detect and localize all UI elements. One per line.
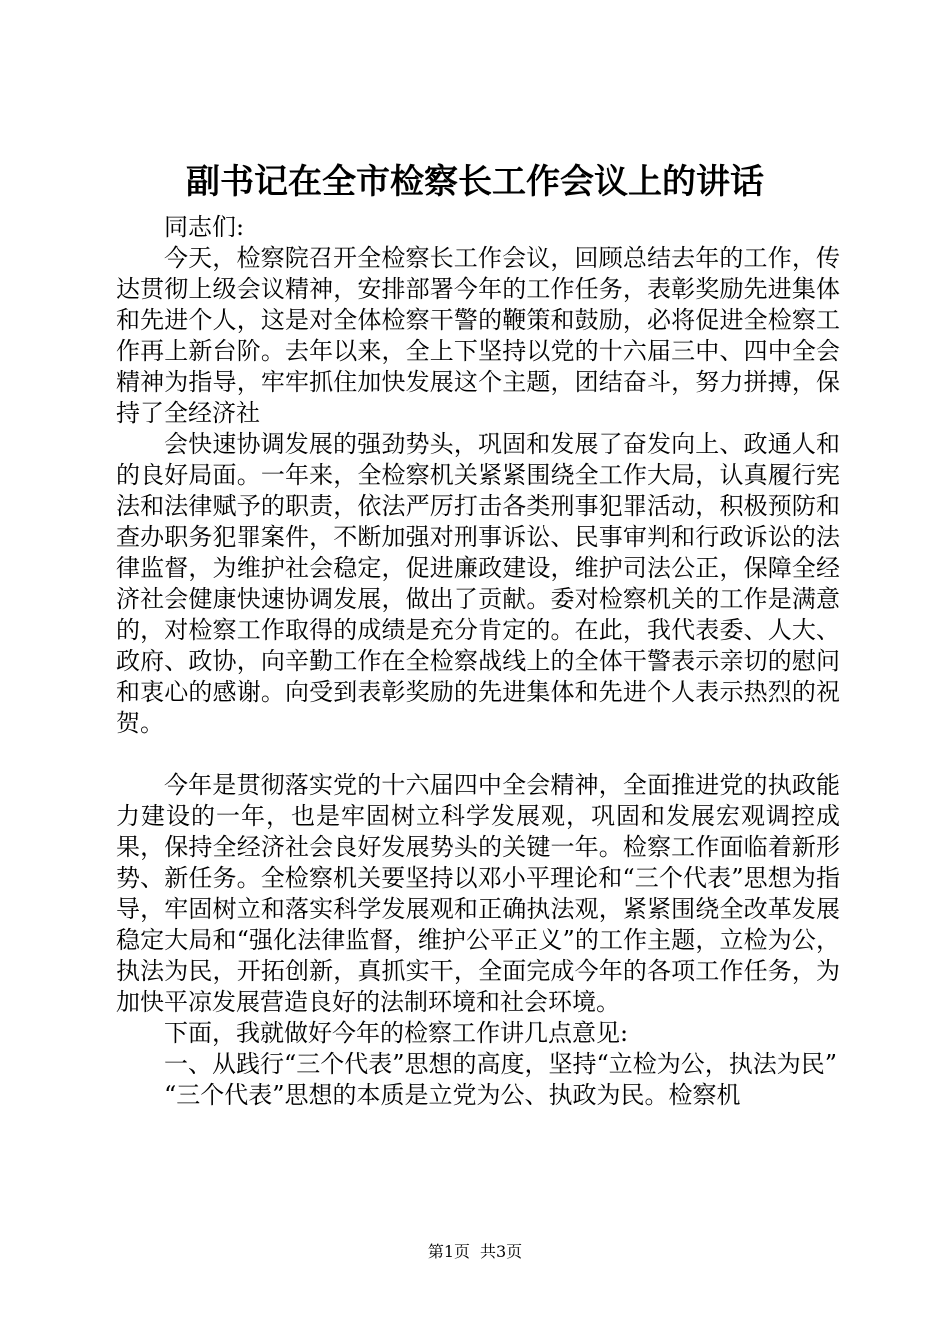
paragraph-5: “三个代表”思想的本质是立党为公、执政为民。检察机: [164, 1081, 741, 1109]
salutation: 同志们:: [164, 213, 245, 241]
page-number: 第1页: [427, 1242, 470, 1261]
paragraph-3: 今年是贯彻落实党的十六届四中全会精神，全面推进党的执政能力建设的一年，也是牢固树立科学发展观，巩固和发展宏观调控成果，保持全经济社会良好发展势头的关键一年。检察工作面临着新形势、新任务。全检察机关要坚持以邓小平理论和“三个代表”思想为指导，牢固树立和落实科学发展观和正确执法观，紧紧围绕全改革发展稳定大局和“强化法律监督，维护公平正义”的工作主题，立检为公，执法为民，开拓创新，真抓实干，全面完成今年的各项工作任务，为加快平凉发展营造良好的法制环境和社会环境。: [116, 771, 840, 1016]
section-heading-1: 一、从践行“三个代表”思想的高度，坚持“立检为公，执法为民”: [164, 1050, 838, 1078]
paragraph-1: 今天，检察院召开全检察长工作会议，回顾总结去年的工作，传达贯彻上级会议精神，安排部署今年的工作任务，表彰奖励先进集体和先进个人，这是对全体检察干警的鞭策和鼓励，必将促进全检察工作再上新台阶。去年以来，全上下坚持以党的十六届三中、四中全会精神为指导，牢牢抓住加快发展这个主题，团结奋斗，努力拼搏，保持了全经济社: [116, 244, 840, 427]
document-body: [116, 212, 840, 1111]
page-total: 共3页: [480, 1242, 523, 1261]
paragraph-4: 下面，我就做好今年的检察工作讲几点意见:: [164, 1019, 629, 1047]
paragraph-2: 会快速协调发展的强劲势头，巩固和发展了奋发向上、政通人和的良好局面。一年来，全检察机关紧紧围绕全工作大局，认真履行宪法和法律赋予的职责，依法严厉打击各类刑事犯罪活动，积极预防和查办职务犯罪案件，不断加强对刑事诉讼、民事审判和行政诉讼的法律监督，为维护社会稳定，促进廉政建设，维护司法公正，保障全经济社会健康快速协调发展，做出了贡献。委对检察机关的工作是满意的，对检察工作取得的成绩是充分肯定的。在此，我代表委、人大、政府、政协，向辛勤工作在全检察战线上的全体干警表示亲切的慰问和衷心的感谢。向受到表彰奖励的先进集体和先进个人表示热烈的祝贺。: [116, 430, 840, 737]
page-footer: [0, 1242, 950, 1262]
document-title: 副书记在全市检察长工作会议上的讲话: [186, 162, 764, 202]
